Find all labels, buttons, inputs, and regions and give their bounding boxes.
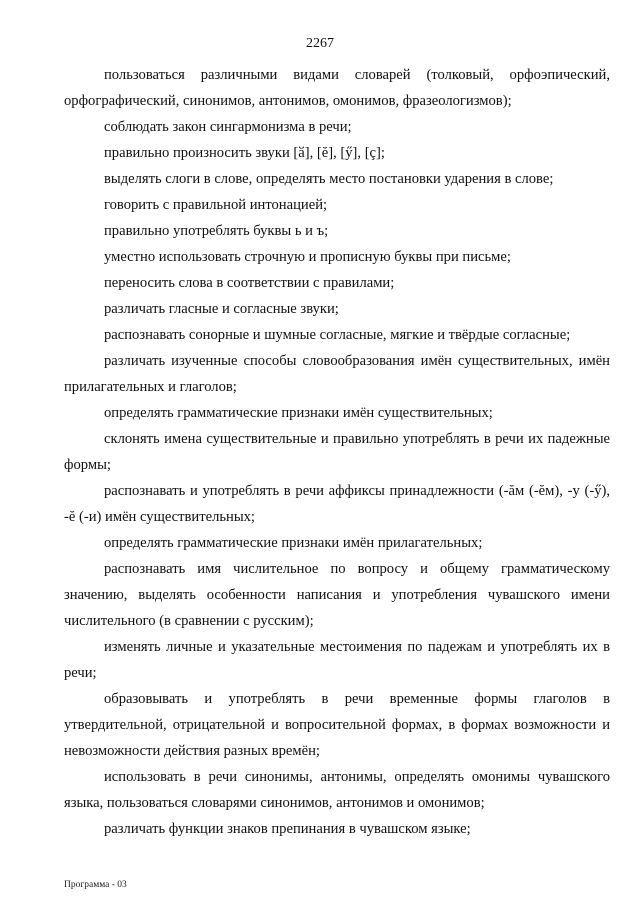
paragraph: уместно использовать строчную и прописную буквы при письме; (104, 249, 511, 265)
paragraph: распознавать сонорные и шумные согласные, мягкие и твёрдые согласные; (104, 327, 571, 343)
paragraph: говорить с правильной интонацией; (104, 197, 328, 213)
paragraph: соблюдать закон сингармонизма в речи; (104, 119, 352, 135)
page-number: 2267 (306, 36, 334, 51)
paragraph: различать функции знаков препинания в чувашском языке; (104, 821, 471, 837)
paragraph: переносить слова в соответствии с правилами; (104, 275, 395, 291)
page-footer: Программа - 03 (64, 880, 127, 890)
paragraph: использовать в речи синонимы, антонимы, определять омонимы чувашского языка, пользоваться словарями синонимов, антонимов и омонимов; (64, 769, 610, 811)
paragraph: определять грамматические признаки имён существительных; (104, 405, 493, 421)
paragraph: правильно употреблять буквы ь и ъ; (104, 223, 329, 239)
paragraph: распознавать и употреблять в речи аффиксы принадлежности (-ăм (-ĕм), -у (-ӳ), -ĕ (-и) имён существительных; (64, 483, 610, 525)
paragraph: образовывать и употреблять в речи временные формы глаголов в утвердительной, отрицательной и вопросительной формах, в формах возможности и невозможности действия разных времён; (64, 691, 610, 759)
paragraph: правильно произносить звуки [ӑ], [ĕ], [ӳ], [ç]; (104, 145, 385, 161)
paragraph: пользоваться различными видами словарей (толковый, орфоэпический, орфографический, синонимов, антонимов, омонимов, фразеологизмов); (64, 67, 610, 109)
paragraph: различать гласные и согласные звуки; (104, 301, 339, 317)
paragraph: изменять личные и указательные местоимения по падежам и употреблять их в речи; (64, 639, 610, 681)
document-body (64, 62, 610, 842)
paragraph: различать изученные способы словообразования имён существительных, имён прилагательных и глаголов; (64, 353, 610, 395)
paragraph: распознавать имя числительное по вопросу и общему грамматическому значению, выделять особенности написания и употребления чувашского имени числительного (в сравнении с русским); (64, 561, 610, 629)
paragraph: определять грамматические признаки имён прилагательных; (104, 535, 483, 551)
paragraph: выделять слоги в слове, определять место постановки ударения в слове; (104, 171, 554, 187)
paragraph: склонять имена существительные и правильно употреблять в речи их падежные формы; (64, 431, 610, 473)
